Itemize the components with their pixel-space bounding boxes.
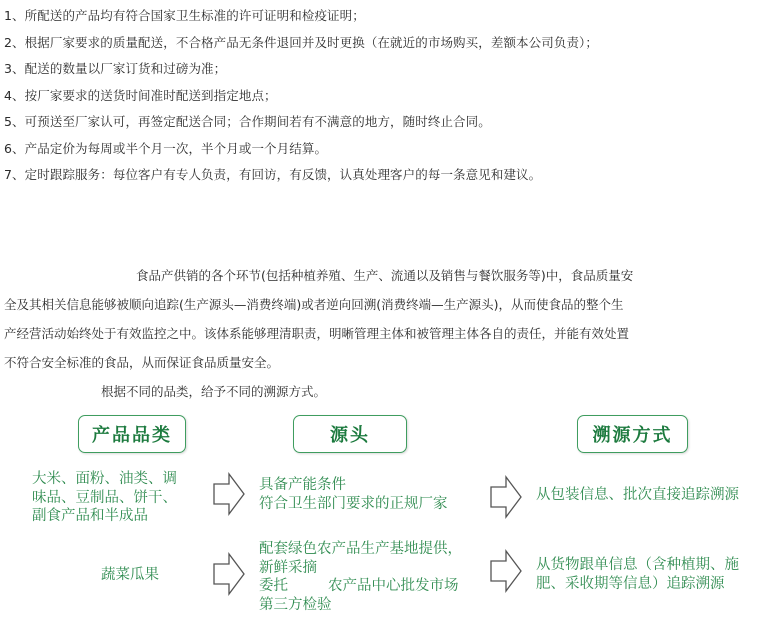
header-product-category: 产品品类 <box>78 415 186 453</box>
rule-item: 2、根据厂家要求的质量配送，不合格产品无条件退回并及时更换（在就近的市场购买，差额本公司负责）； <box>4 34 599 50</box>
header-source: 源头 <box>293 415 407 453</box>
row2-source-line: 新鲜采摘 <box>259 559 317 576</box>
row1-category <box>32 470 212 526</box>
row2-source-entrust: 委托 <box>259 578 288 594</box>
paragraph-line: 产经营活动始终处于有效监控之中。该体系能够理清职责，明晰管理主体和被管理主体各自的责任，并能有效处置 <box>4 326 630 341</box>
delivery-rules-list <box>4 3 759 189</box>
rule-item: 7、定时跟踪服务：每位客户有专人负责，有回访，有反馈，认真处理客户的每一条意见和建议。 <box>4 167 542 182</box>
rule-item: 4、按厂家要求的送货时间准时配送到指定地点； <box>4 87 277 103</box>
header-trace-method: 溯源方式 <box>577 415 688 453</box>
row1-source <box>259 476 489 513</box>
row2-source-market: 农产品中心批发市场 <box>328 578 459 594</box>
rule-item: 6、产品定价为每周或半个月一次，半个月或一个月结算。 <box>4 140 328 156</box>
row1-source-line: 具备产能条件 <box>259 477 346 493</box>
rule-item: 3、配送的数量以厂家订货和过磅为准； <box>4 61 227 76</box>
row2-trace <box>536 556 765 593</box>
row1-trace: 从包装信息、批次直接追踪溯源 <box>536 487 739 503</box>
right-arrow-icon <box>213 552 245 596</box>
right-arrow-icon <box>490 475 522 519</box>
paragraph-line: 根据不同的品类，给予不同的溯源方式。 <box>101 384 327 399</box>
row2-category: 蔬菜瓜果 <box>101 567 159 583</box>
rule-item: 1、所配送的产品均有符合国家卫生标准的许可证明和检疫证明； <box>4 8 365 23</box>
row2-trace-line: 从货物跟单信息（含种植期、施 <box>536 557 739 573</box>
rule-item: 5、可预送至厂家认可，再签定配送合同；合作期间若有不满意的地方，随时终止合同。 <box>4 114 491 129</box>
right-arrow-icon <box>213 472 245 516</box>
row2-source <box>259 540 499 614</box>
row2-trace-line: 肥、采收期等信息）追踪溯源 <box>536 575 725 592</box>
row1-category-line: 味品、豆制品、饼干、 <box>32 489 177 506</box>
paragraph-line: 食品产供销的各个环节(包括种植养殖、生产、流通以及销售与餐饮服务等)中，食品质量安 <box>136 268 634 283</box>
traceability-paragraph <box>4 261 709 406</box>
row2-source-line: 配套绿色农产品生产基地提供， <box>259 541 462 557</box>
row1-source-line: 符合卫生部门要求的正规厂家 <box>259 495 448 512</box>
row2-source-line <box>259 577 499 596</box>
right-arrow-icon <box>490 549 522 593</box>
row2-source-line: 第三方检验 <box>259 596 332 613</box>
row1-category-line: 大米、面粉、油类、调 <box>32 471 177 487</box>
paragraph-line: 全及其相关信息能够被顺向追踪(生产源头—消费终端)或者逆向回溯(消费终端—生产源头)，从而使食品的整个生 <box>4 297 624 312</box>
paragraph-line: 不符合安全标准的食品，从而保证食品质量安全。 <box>4 355 280 370</box>
row1-category-line: 副食产品和半成品 <box>32 508 148 524</box>
